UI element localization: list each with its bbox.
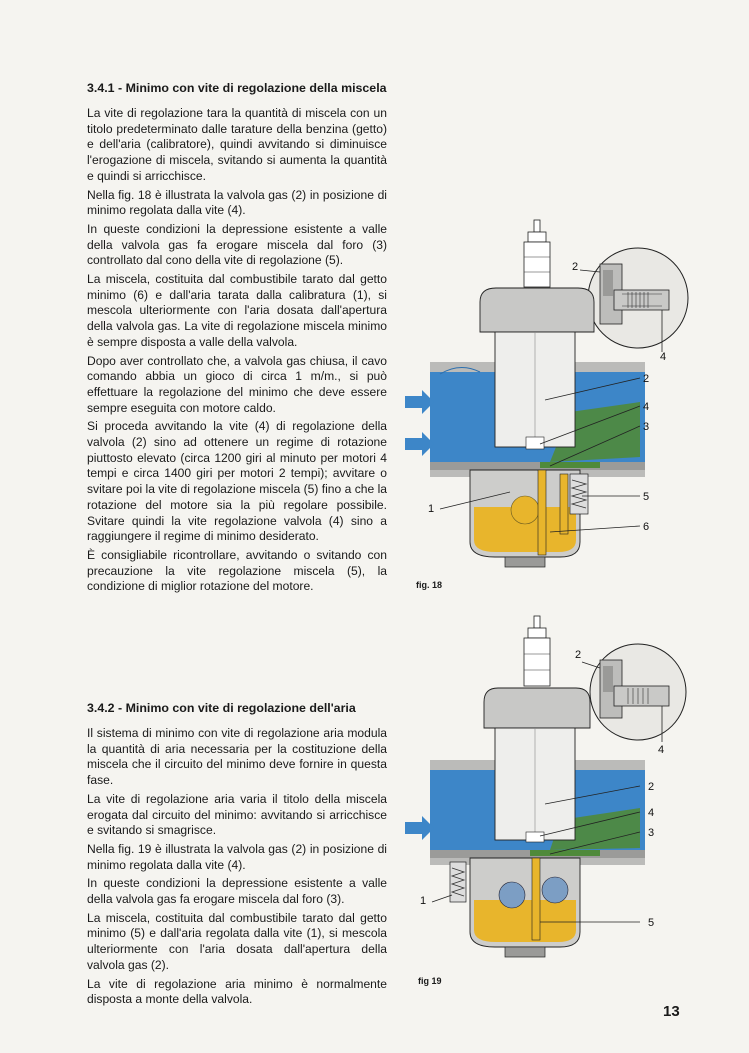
callout-2: 2: [643, 373, 650, 385]
paragraph: È consigliabile ricontrollare, avvitando o svitando con precauzione la vite regolazione miscela (5), la condizione di miglior rotazione del motore.: [87, 547, 387, 594]
paragraph: La vite di regolazione tara la quantità di miscela con un titolo predeterminato dalle tarature della benzina (getto) e dell'aria (calibratore), quindi avvitando si diminuisce l'erogazione di miscela, svitando si aumenta la quantità e quindi si arricchisce.: [87, 106, 387, 183]
paragraph: La miscela, costituita dal combustibile tarato dal getto minimo (6) e dall'aria tarata dalla calibratura (1), si mescola ulteriormente con l'aria dosata dall'apertura della valvola gas. La vite di regolazione miscela minimo è sempre disposta a valle della valvola.: [87, 272, 387, 349]
airflow-arrow: [405, 390, 434, 414]
carburetor-body: [430, 728, 645, 957]
paragraph: Si proceda avvitando la vite (4) di regolazione della valvola (2) sino ad ottenere un regime di rotazione piuttosto elevato (circa 1200 giri al minuto per motori 4 tempi e circa 1400 giri per motori 2 tempi); avvitare o svitare poi la vite di regolazione miscela (5) fino a che la rotazione del motore sia la più regolare possibile. Svitare quindi la vite regolazione valvola (4) sino a raggiungere il regime di minimo desiderato.: [87, 419, 387, 544]
callout-4: 4: [648, 807, 655, 819]
paragraph: Il sistema di minimo con vite di regolazione aria modula la quantità di aria necessaria per la costituzione della miscela che il circuito del minimo deve fornire in questa fase.: [87, 726, 387, 788]
paragraph: La vite di regolazione aria minimo è normalmente disposta a monte della valvola.: [87, 976, 387, 1007]
callout-2: 2: [572, 261, 579, 273]
callout-3: 3: [643, 421, 650, 433]
section-heading: 3.4.2 - Minimo con vite di regolazione dell'aria: [87, 701, 356, 715]
paragraph: Nella fig. 18 è illustrata la valvola gas (2) in posizione di minimo regolata dalla vite (4).: [87, 187, 387, 218]
section-3-4-2: [87, 701, 387, 1011]
callout-6: 6: [643, 521, 650, 533]
page-number: 13: [663, 1003, 680, 1020]
callout-1: 1: [428, 503, 435, 515]
carburetor-body: [430, 332, 645, 567]
figure-19-carburetor-diagram: [400, 610, 700, 970]
paragraph: In queste condizioni la depressione esistente a valle della valvola gas fa erogare miscela dal foro (3) controllato dal cono della vite di regolazione (5).: [87, 221, 387, 268]
paragraph: Nella fig. 19 è illustrata la valvola gas (2) in posizione di minimo regolata dalla vite (4).: [87, 841, 387, 872]
callout-4: 4: [643, 401, 650, 413]
section-3-4-1: [87, 81, 387, 598]
callout-4: 4: [660, 351, 667, 363]
paragraph: In queste condizioni la depressione esistente a valle della valvola gas fa erogare miscela dal foro (3).: [87, 876, 387, 907]
callout-2: 2: [575, 649, 582, 661]
callout-4: 4: [658, 744, 665, 756]
callout-3: 3: [648, 827, 655, 839]
callout-2: 2: [648, 781, 655, 793]
figure-caption: fig 19: [418, 976, 442, 986]
callout-5: 5: [648, 917, 655, 929]
figure-caption: fig. 18: [416, 580, 443, 590]
airflow-arrow: [405, 432, 434, 456]
paragraph: La miscela, costituita dal combustibile tarato dal getto minimo (5) e dall'aria regolata dalla vite (1), si mescola ulteriormente con l'aria dosata dall'apertura della valvola gas (2).: [87, 910, 387, 972]
airflow-arrow: [405, 816, 434, 840]
figure-18-carburetor-diagram: [400, 212, 700, 577]
paragraph: La vite di regolazione aria varia il titolo della miscela erogata dal circuito del minimo: avvitando si arricchisce e svitando si smagrisce.: [87, 791, 387, 838]
paragraph: Dopo aver controllato che, a valvola gas chiusa, il cavo comando abbia un gioco di circa 1 m/m., si può effettuare la regolazione del minimo che deve essere sempre eseguita con motore caldo.: [87, 353, 387, 415]
detail-inset: [582, 644, 686, 742]
detail-inset: [580, 248, 688, 352]
callout-1: 1: [420, 895, 427, 907]
section-heading: 3.4.1 - Minimo con vite di regolazione della miscela: [87, 81, 387, 95]
callout-5: 5: [643, 491, 650, 503]
